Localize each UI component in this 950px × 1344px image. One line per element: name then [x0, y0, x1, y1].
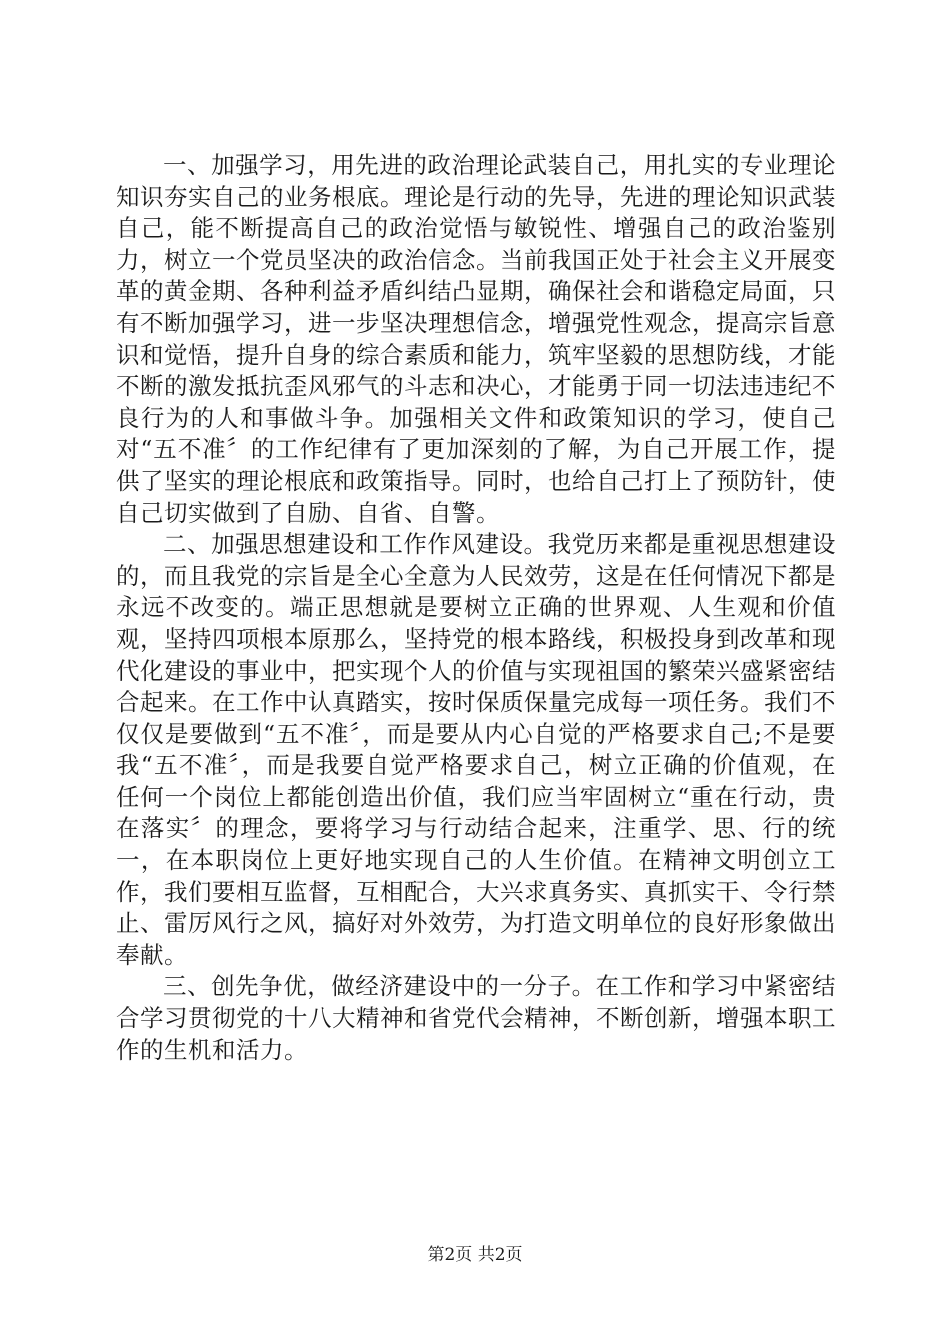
- page-number-footer: 第2页 共2页: [427, 1245, 523, 1265]
- paragraph-1: 一、加强学习，用先进的政治理论武装自己，用扎实的专业理论知识夯实自己的业务根底。理论是行动的先导，先进的理论知识武装自己，能不断提高自己的政治觉悟与敏锐性、增强自己的政治鉴别力，树立一个党员坚决的政治信念。当前我国正处于社会主义开展变革的黄金期、各种利益矛盾纠结凸显期，确保社会和谐稳定局面，只有不断加强学习，进一步坚决理想信念，增强党性观念，提高宗旨意识和觉悟，提升自身的综合素质和能力，筑牢坚毅的思想防线，才能不断的激发抵抗歪风邪气的斗志和决心，才能勇于同一切法违违纪不良行为的人和事做斗争。加强相关文件和政策知识的学习，使自己对“五不准〞的工作纪律有了更加深刻的了解，为自己开展工作，提供了坚实的理论根底和政策指导。同时，也给自己打上了预防针，使自己切实做到了自励、自省、自警。: [116, 151, 836, 527]
- paragraph-3: 三、创先争优，做经济建设中的一分子。在工作和学习中紧密结合学习贯彻党的十八大精神和省党代会精神，不断创新，增强本职工作的生机和活力。: [116, 972, 836, 1064]
- document-body: [116, 150, 836, 1066]
- paragraph-2: 二、加强思想建设和工作作风建设。我党历来都是重视思想建设的，而且我党的宗旨是全心全意为人民效劳，这是在任何情况下都是永远不改变的。端正思想就是要树立正确的世界观、人生观和价值观，坚持四项根本原那么，坚持党的根本路线，积极投身到改革和现代化建设的事业中，把实现个人的价值与实现祖国的繁荣兴盛紧密结合起来。在工作中认真踏实，按时保质保量完成每一项任务。我们不仅仅是要做到“五不准〞，而是要从内心自觉的严格要求自己;不是要我“五不准〞，而是我要自觉严格要求自己，树立正确的价值观，在任何一个岗位上都能创造出价值，我们应当牢固树立“重在行动，贵在落实〞的理念，要将学习与行动结合起来，注重学、思、行的统一，在本职岗位上更好地实现自己的人生价值。在精神文明创立工作，我们要相互监督，互相配合，大兴求真务实、真抓实干、令行禁止、雷厉风行之风，搞好对外效劳，为打造文明单位的良好形象做出奉献。: [116, 530, 836, 969]
